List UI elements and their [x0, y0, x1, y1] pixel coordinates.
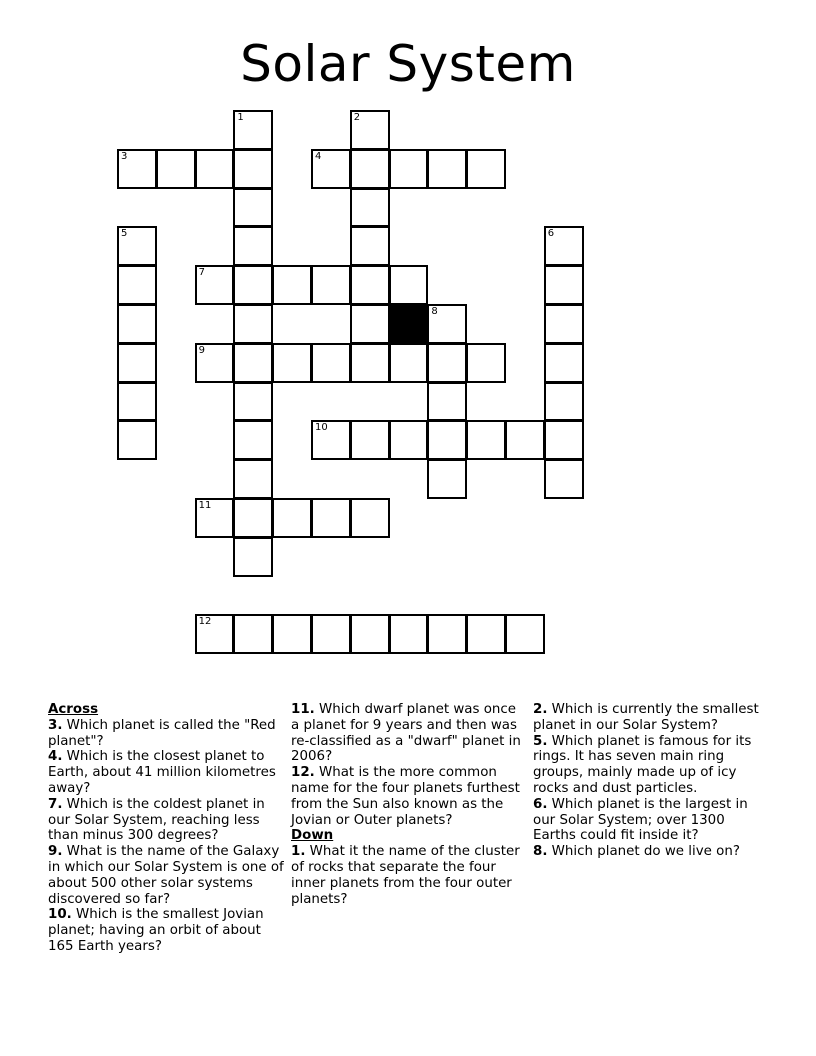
grid-cell[interactable] [350, 614, 390, 654]
clue-number: 7 [198, 267, 205, 279]
clue-number: 2. [533, 702, 548, 717]
clue-number: 10. [48, 907, 72, 923]
grid-cell[interactable] [350, 420, 390, 460]
clue-number: 6 [547, 228, 555, 240]
clue-number: 12. [291, 765, 315, 781]
grid-cell[interactable] [544, 459, 584, 499]
grid-cell[interactable] [233, 614, 273, 654]
clue-number: 12 [198, 616, 212, 628]
grid-cell[interactable] [350, 304, 390, 344]
clue-number: 7. [48, 796, 63, 812]
grid-cell[interactable] [389, 614, 429, 654]
clue-number: 1. [291, 844, 306, 860]
grid-cell[interactable] [466, 420, 506, 460]
clue-item [291, 765, 523, 828]
grid-cell[interactable] [427, 304, 467, 344]
clue-item [291, 702, 523, 765]
grid-cell[interactable] [311, 343, 351, 383]
grid-cell[interactable] [350, 226, 390, 266]
clue-text: Which is currently the smallest planet in our Solar System? [533, 702, 759, 733]
grid-cell[interactable] [195, 265, 235, 305]
clue-item [533, 702, 765, 734]
across-header: Across [48, 702, 99, 717]
clue-text: Which planet is called the "Red planet"? [48, 717, 276, 749]
grid-cell[interactable] [466, 343, 506, 383]
grid-cell[interactable] [544, 420, 584, 460]
clue-number: 1 [237, 112, 244, 123]
clue-number: 9. [48, 844, 63, 860]
grid-cell[interactable] [233, 459, 273, 499]
grid-cell[interactable] [156, 149, 196, 189]
grid-cell[interactable] [311, 420, 351, 460]
grid-cell[interactable] [505, 614, 545, 654]
grid-cell[interactable] [117, 265, 157, 305]
clue-text: Which is the smallest Jovian planet; having an orbit of about 165 Earth years? [48, 907, 264, 954]
grid-cell[interactable] [544, 304, 584, 344]
grid-cell[interactable] [389, 343, 429, 383]
clue-item [48, 907, 286, 954]
grid-cell[interactable] [427, 149, 467, 189]
grid-cell[interactable] [233, 304, 273, 344]
grid-cell[interactable] [233, 265, 273, 305]
clue-item [533, 844, 765, 860]
grid-cell[interactable] [350, 110, 390, 150]
grid-cell[interactable] [505, 420, 545, 460]
grid-cell[interactable] [350, 265, 390, 305]
clue-item [48, 797, 286, 844]
grid-cell[interactable] [311, 614, 351, 654]
grid-cell[interactable] [272, 498, 312, 538]
clue-number: 2 [353, 112, 361, 123]
clue-number: 5 [121, 228, 128, 240]
grid-cell[interactable] [389, 420, 429, 460]
clue-item [533, 734, 765, 797]
clue-number: 3. [48, 717, 63, 733]
grid-cell[interactable] [427, 614, 467, 654]
grid-cell[interactable] [389, 149, 429, 189]
grid-cell[interactable] [117, 382, 157, 422]
grid-cell[interactable] [195, 614, 235, 654]
clue-number: 4 [315, 150, 322, 162]
clue-number: 11 [198, 500, 212, 511]
grid-cell[interactable] [233, 343, 273, 383]
grid-cell[interactable] [117, 420, 157, 460]
grid-cell[interactable] [272, 614, 312, 654]
grid-cell[interactable] [272, 265, 312, 305]
clue-item [48, 718, 286, 750]
black-square [389, 304, 429, 344]
clue-item [291, 844, 523, 907]
grid-cell[interactable] [233, 498, 273, 538]
clue-text: Which planet do we live on? [551, 844, 740, 860]
grid-cell[interactable] [233, 149, 273, 189]
clue-item [48, 749, 286, 796]
clue-item [533, 797, 765, 844]
grid-cell[interactable] [544, 226, 584, 266]
clues-column-1 [48, 702, 286, 955]
clue-text: Which planet is famous for its rings. It has seven main ring groups, mainly made up of icy rocks and dust particles. [533, 733, 752, 796]
clue-number: 8. [533, 844, 548, 860]
grid-cell[interactable] [117, 226, 157, 266]
grid-cell[interactable] [350, 188, 390, 228]
grid-cell[interactable] [350, 498, 390, 538]
grid-cell[interactable] [427, 343, 467, 383]
clue-text: Which is the closest planet to Earth, about 41 million kilometres away? [48, 749, 276, 796]
grid-cell[interactable] [311, 498, 351, 538]
grid-cell[interactable] [427, 459, 467, 499]
grid-cell[interactable] [233, 110, 273, 150]
grid-cell[interactable] [311, 265, 351, 305]
grid-cell[interactable] [195, 343, 235, 383]
grid-cell[interactable] [117, 149, 157, 189]
clue-number: 4. [48, 749, 63, 765]
clue-number: 6. [533, 796, 548, 812]
grid-cell[interactable] [233, 420, 273, 460]
grid-cell[interactable] [195, 149, 235, 189]
down-header: Down [291, 828, 334, 844]
grid-cell[interactable] [466, 614, 506, 654]
grid-cell[interactable] [117, 343, 157, 383]
clues-column-3 [533, 702, 765, 860]
clue-number: 11. [291, 702, 315, 717]
grid-cell[interactable] [427, 382, 467, 422]
clue-number: 3 [121, 150, 128, 162]
clue-text: Which planet is the largest in our Solar System; over 1300 Earths could fit inside it? [533, 796, 748, 844]
grid-cell[interactable] [544, 265, 584, 305]
clue-number: 8 [431, 306, 438, 317]
grid-cell[interactable] [466, 149, 506, 189]
grid-cell[interactable] [233, 188, 273, 228]
clues-column-2 [291, 702, 523, 907]
grid-cell[interactable] [350, 343, 390, 383]
grid-cell[interactable] [195, 498, 235, 538]
grid-cell[interactable] [427, 420, 467, 460]
grid-cell[interactable] [544, 343, 584, 383]
grid-cell[interactable] [272, 343, 312, 383]
grid-cell[interactable] [350, 149, 390, 189]
clue-text: Which dwarf planet was once a planet for 9 years and then was re-classified as a "dwarf" planet in 2006? [291, 702, 521, 765]
clue-text: Which is the coldest planet in our Solar System, reaching less than minus 300 degrees? [48, 796, 265, 844]
clue-item [48, 844, 286, 907]
grid-cell[interactable] [233, 537, 273, 577]
clue-number: 5. [533, 733, 548, 749]
grid-cell[interactable] [117, 304, 157, 344]
clue-number: 10 [315, 422, 328, 434]
clue-text: What is the name of the Galaxy in which our Solar System is one of about 500 other solar systems discovered so far? [48, 844, 284, 907]
clue-number: 9 [198, 344, 205, 356]
grid-cell[interactable] [544, 382, 584, 422]
clue-text: What it the name of the cluster of rocks that separate the four inner planets from the four outer planets? [291, 844, 520, 907]
grid-cell[interactable] [311, 149, 351, 189]
page-title: Solar System [240, 35, 576, 93]
grid-cell[interactable] [233, 226, 273, 266]
clue-text: What is the more common name for the four planets furthest from the Sun also known as the Jovian or Outer planets? [291, 765, 520, 828]
grid-cell[interactable] [233, 382, 273, 422]
grid-cell[interactable] [389, 265, 429, 305]
